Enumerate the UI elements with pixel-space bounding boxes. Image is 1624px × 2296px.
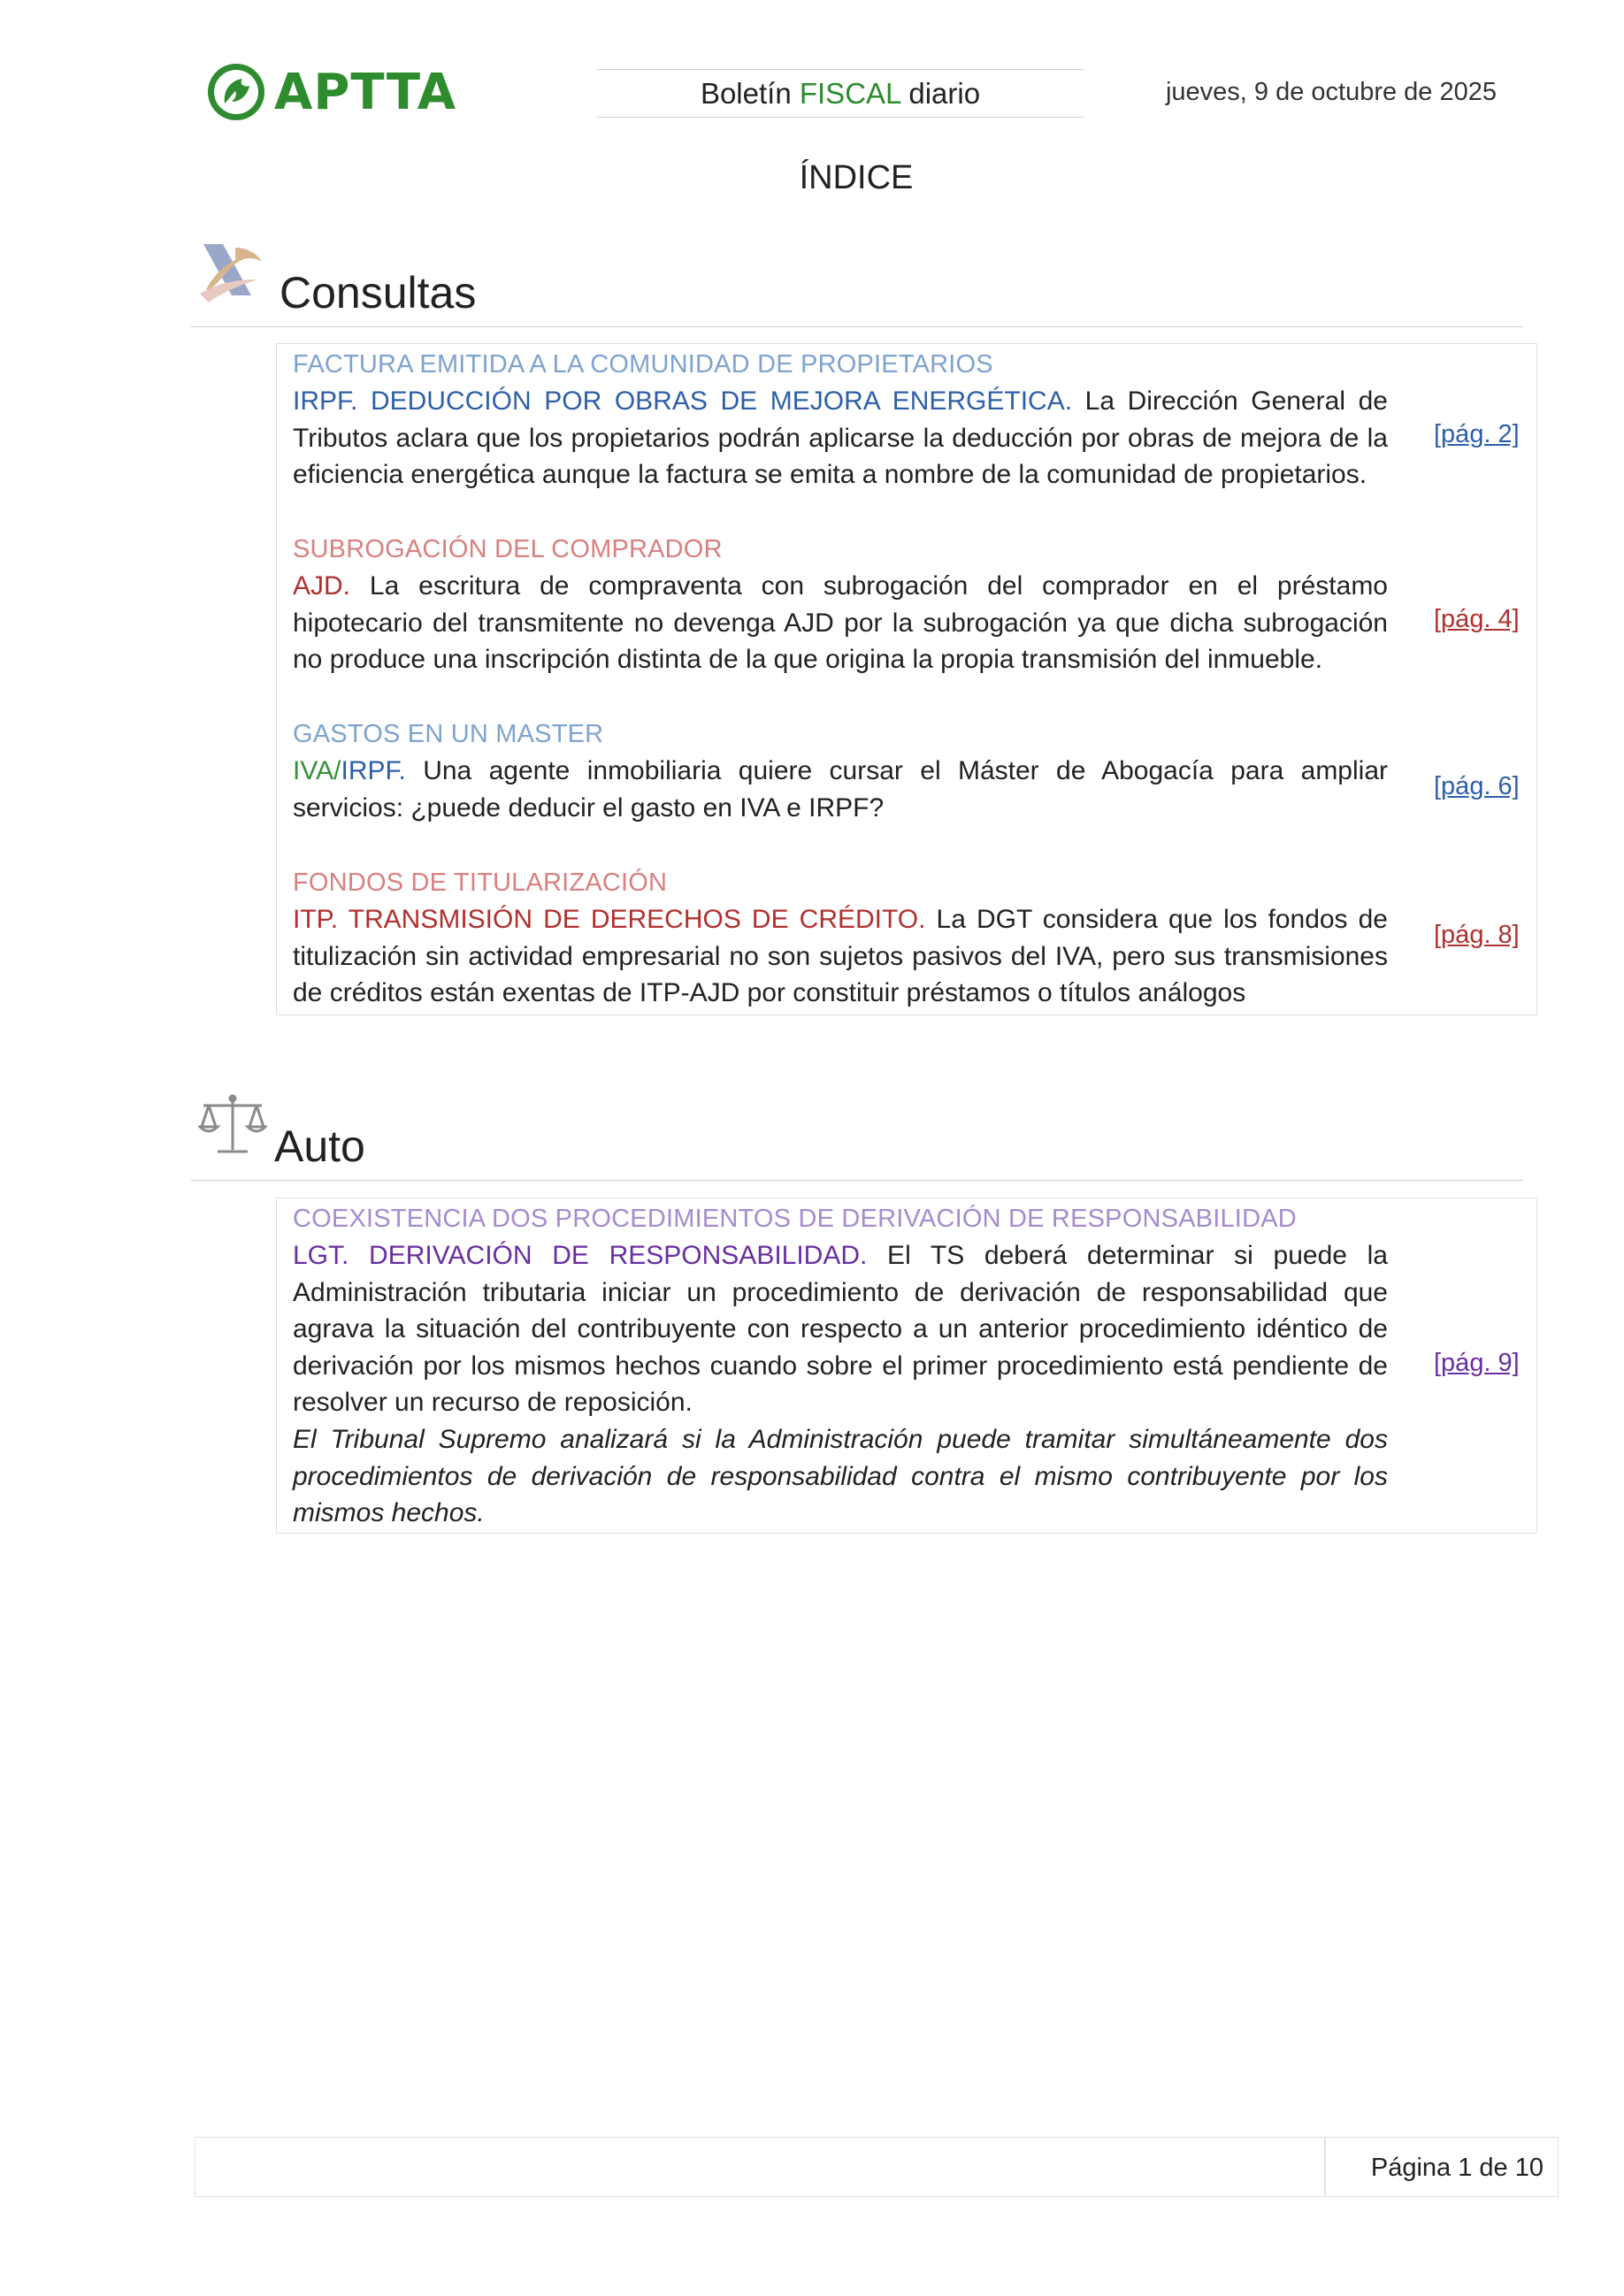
bulletin-date: jueves, 9 de octubre de 2025 xyxy=(1165,78,1497,106)
entry-text: La DGT considera que los fondos de titulización sin actividad empresarial no son sujetos pasivos del IVA, pero sus transmisiones de créditos están exentas de ITP-AJD por constituir préstamos o títulos análogos xyxy=(293,905,1388,1008)
entry-derivacion-responsabilidad xyxy=(293,1200,1551,1532)
entry-fondos-titularizacion xyxy=(293,864,1551,1012)
entry-category: GASTOS EN UN MASTER xyxy=(293,720,604,748)
section-auto xyxy=(191,1088,1523,1181)
section-title: Auto xyxy=(274,1121,365,1171)
entry-description xyxy=(293,383,1388,494)
entry-heading-iva: IVA xyxy=(293,756,334,785)
entry-description xyxy=(293,753,1388,826)
agencia-tributaria-icon xyxy=(196,241,267,306)
entry-category: FACTURA EMITIDA A LA COMUNIDAD DE PROPIETARIOS xyxy=(293,350,993,379)
entry-text: La Dirección General de Tributos aclara que los propietarios podrán aplicarse la deducción por obras de mejora de la eficiencia energética aunque la factura se emita a nombre de la comunidad de propietarios. xyxy=(293,386,1388,490)
entry-heading-irpf: IRPF. xyxy=(341,756,406,785)
page-link[interactable]: [pág. 4] xyxy=(1434,605,1520,633)
logo-text: APTTA xyxy=(274,63,457,121)
page-footer xyxy=(195,2137,1559,2197)
auto-entries-box xyxy=(276,1198,1537,1534)
entry-category: COEXISTENCIA DOS PROCEDIMIENTOS DE DERIVACIÓN DE RESPONSABILIDAD xyxy=(293,1205,1297,1233)
aptta-logo-icon xyxy=(205,61,267,123)
entry-category: FONDOS DE TITULARIZACIÓN xyxy=(293,869,668,897)
entry-gastos-master xyxy=(293,716,1551,826)
entry-heading-sep: / xyxy=(333,756,341,785)
entry-description xyxy=(293,901,1388,1012)
aptta-logo xyxy=(205,58,456,126)
section-consultas xyxy=(191,239,1523,327)
footer-divider xyxy=(1324,2138,1326,2196)
entry-heading: LGT. DERIVACIÓN DE RESPONSABILIDAD. xyxy=(293,1241,868,1270)
entry-text: La escritura de compraventa con subrogación del comprador en el préstamo hipotecario del transmitente no devenga AJD por la subrogación ya que dicha subrogación no produce una inscripción distinta de la que origina la propia transmisión del inmueble. xyxy=(293,571,1388,675)
page-link[interactable]: [pág. 6] xyxy=(1434,772,1520,800)
entry-summary-italic: El Tribunal Supremo analizará si la Administración puede tramitar simultáneamente dos procedimientos de derivación de responsabilidad contra el mismo contribuyente por los mismos hechos. xyxy=(293,1424,1388,1528)
entry-description xyxy=(293,1237,1388,1421)
page-number: Página 1 de 10 xyxy=(1370,2154,1544,2182)
entry-text: El TS deberá determinar si puede la Administración tributaria iniciar un procedimiento de derivación de responsabilidad que agrava la situación del contribuyente con respecto a un anterior procedimiento idéntico de derivación por los mismos hechos cuando sobre el primer procedimiento está pendiente de resolver un recurso de reposición. xyxy=(293,1241,1388,1418)
entry-heading: IRPF. DEDUCCIÓN POR OBRAS DE MEJORA ENERGÉTICA. xyxy=(293,386,1073,416)
page-link[interactable]: [pág. 8] xyxy=(1434,921,1520,949)
entry-subrogacion xyxy=(293,531,1551,678)
entry-description xyxy=(293,568,1388,678)
bulletin-title xyxy=(597,69,1084,118)
page-link[interactable]: [pág. 2] xyxy=(1434,420,1520,448)
consultas-entries-box xyxy=(276,343,1537,1015)
entry-category: SUBROGACIÓN DEL COMPRADOR xyxy=(293,535,723,563)
title-pre: Boletín xyxy=(700,77,800,110)
entry-heading: ITP. TRANSMISIÓN DE DERECHOS DE CRÉDITO. xyxy=(293,905,926,934)
entry-heading: AJD. xyxy=(293,571,351,601)
title-post: diario xyxy=(900,77,981,110)
section-title: Consultas xyxy=(280,268,477,318)
title-highlight: FISCAL xyxy=(799,77,901,110)
scales-of-justice-icon xyxy=(198,1091,267,1159)
entry-factura-comunidad xyxy=(293,346,1551,494)
page-link[interactable]: [pág. 9] xyxy=(1434,1349,1520,1377)
index-title: ÍNDICE xyxy=(799,159,914,196)
entry-text: Una agente inmobiliaria quiere cursar el Máster de Abogacía para ampliar servicios: ¿puede deducir el gasto en IVA e IRPF? xyxy=(293,756,1388,823)
